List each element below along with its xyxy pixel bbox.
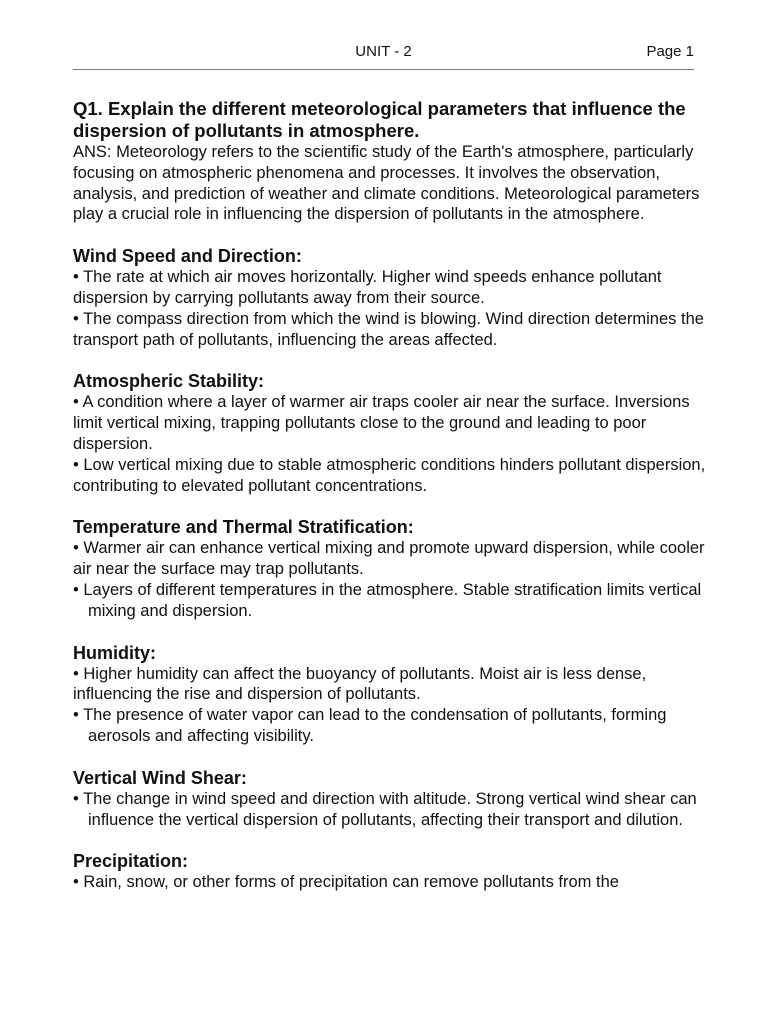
page-header (73, 41, 694, 70)
section-humidity (73, 642, 713, 747)
section-heading: Temperature and Thermal Stratification: (73, 517, 414, 538)
bullet-item: • The presence of water vapor can lead to the condensation of pollutants, forming aerosols and affecting visibility. (73, 706, 667, 745)
bullet-item: • Low vertical mixing due to stable atmospheric conditions hinders pollutant dispersion, contributing to elevated pollutant concentrations. (73, 455, 706, 495)
section-heading: Vertical Wind Shear: (73, 767, 247, 788)
answer-paragraph: ANS: Meteorology refers to the scientific study of the Earth's atmosphere, particularly focusing on atmospheric phenomena and processes. It involves the observation, analysis, and prediction of weather and climate conditions. Meteorological parameters play a crucial role in influencing the dispersion of pollutants in the atmosphere. (73, 143, 700, 224)
section-heading: Humidity: (73, 642, 156, 663)
bullet-item: • Layers of different temperatures in the atmosphere. Stable stratification limits vertical mixing and dispersion. (73, 580, 702, 620)
section-heading: Wind Speed and Direction: (73, 246, 302, 267)
section-atmospheric-stability (73, 370, 713, 496)
unit-label: UNIT - 2 (355, 43, 412, 60)
section-heading: Precipitation: (73, 851, 189, 872)
page-number: Page 1 (646, 43, 694, 60)
bullet-item: • Warmer air can enhance vertical mixing and promote upward dispersion, while cooler air near the surface may trap pollutants. (73, 539, 705, 579)
section-precipitation (73, 850, 713, 893)
bullet-item: • The compass direction from which the wind is blowing. Wind direction determines the transport path of pollutants, influencing the areas affected. (73, 309, 704, 349)
section-heading: Atmospheric Stability: (73, 371, 265, 392)
section-wind-speed (73, 245, 713, 350)
bullet-item: • The change in wind speed and direction with altitude. Strong vertical wind shear can influence the vertical dispersion of pollutants, affecting their transport and dilution. (73, 789, 697, 829)
bullet-item: • The rate at which air moves horizontally. Higher wind speeds enhance pollutant dispersion by carrying pollutants away from their source. (73, 268, 662, 307)
question-title: Q1. Explain the different meteorological parameters that influence the dispersion of pollutants in atmosphere. (73, 98, 686, 141)
section-temperature (73, 516, 713, 621)
bullet-item: • Higher humidity can affect the buoyancy of pollutants. Moist air is less dense, influencing the rise and dispersion of pollutants. (73, 664, 647, 704)
document-body (73, 98, 713, 893)
bullet-item: • A condition where a layer of warmer air traps cooler air near the surface. Inversions limit vertical mixing, trapping pollutants close to the ground and leading to poor dispersion. (73, 393, 690, 453)
section-vertical-wind-shear (73, 767, 713, 831)
bullet-item: • Rain, snow, or other forms of precipitation can remove pollutants from the (73, 873, 619, 892)
